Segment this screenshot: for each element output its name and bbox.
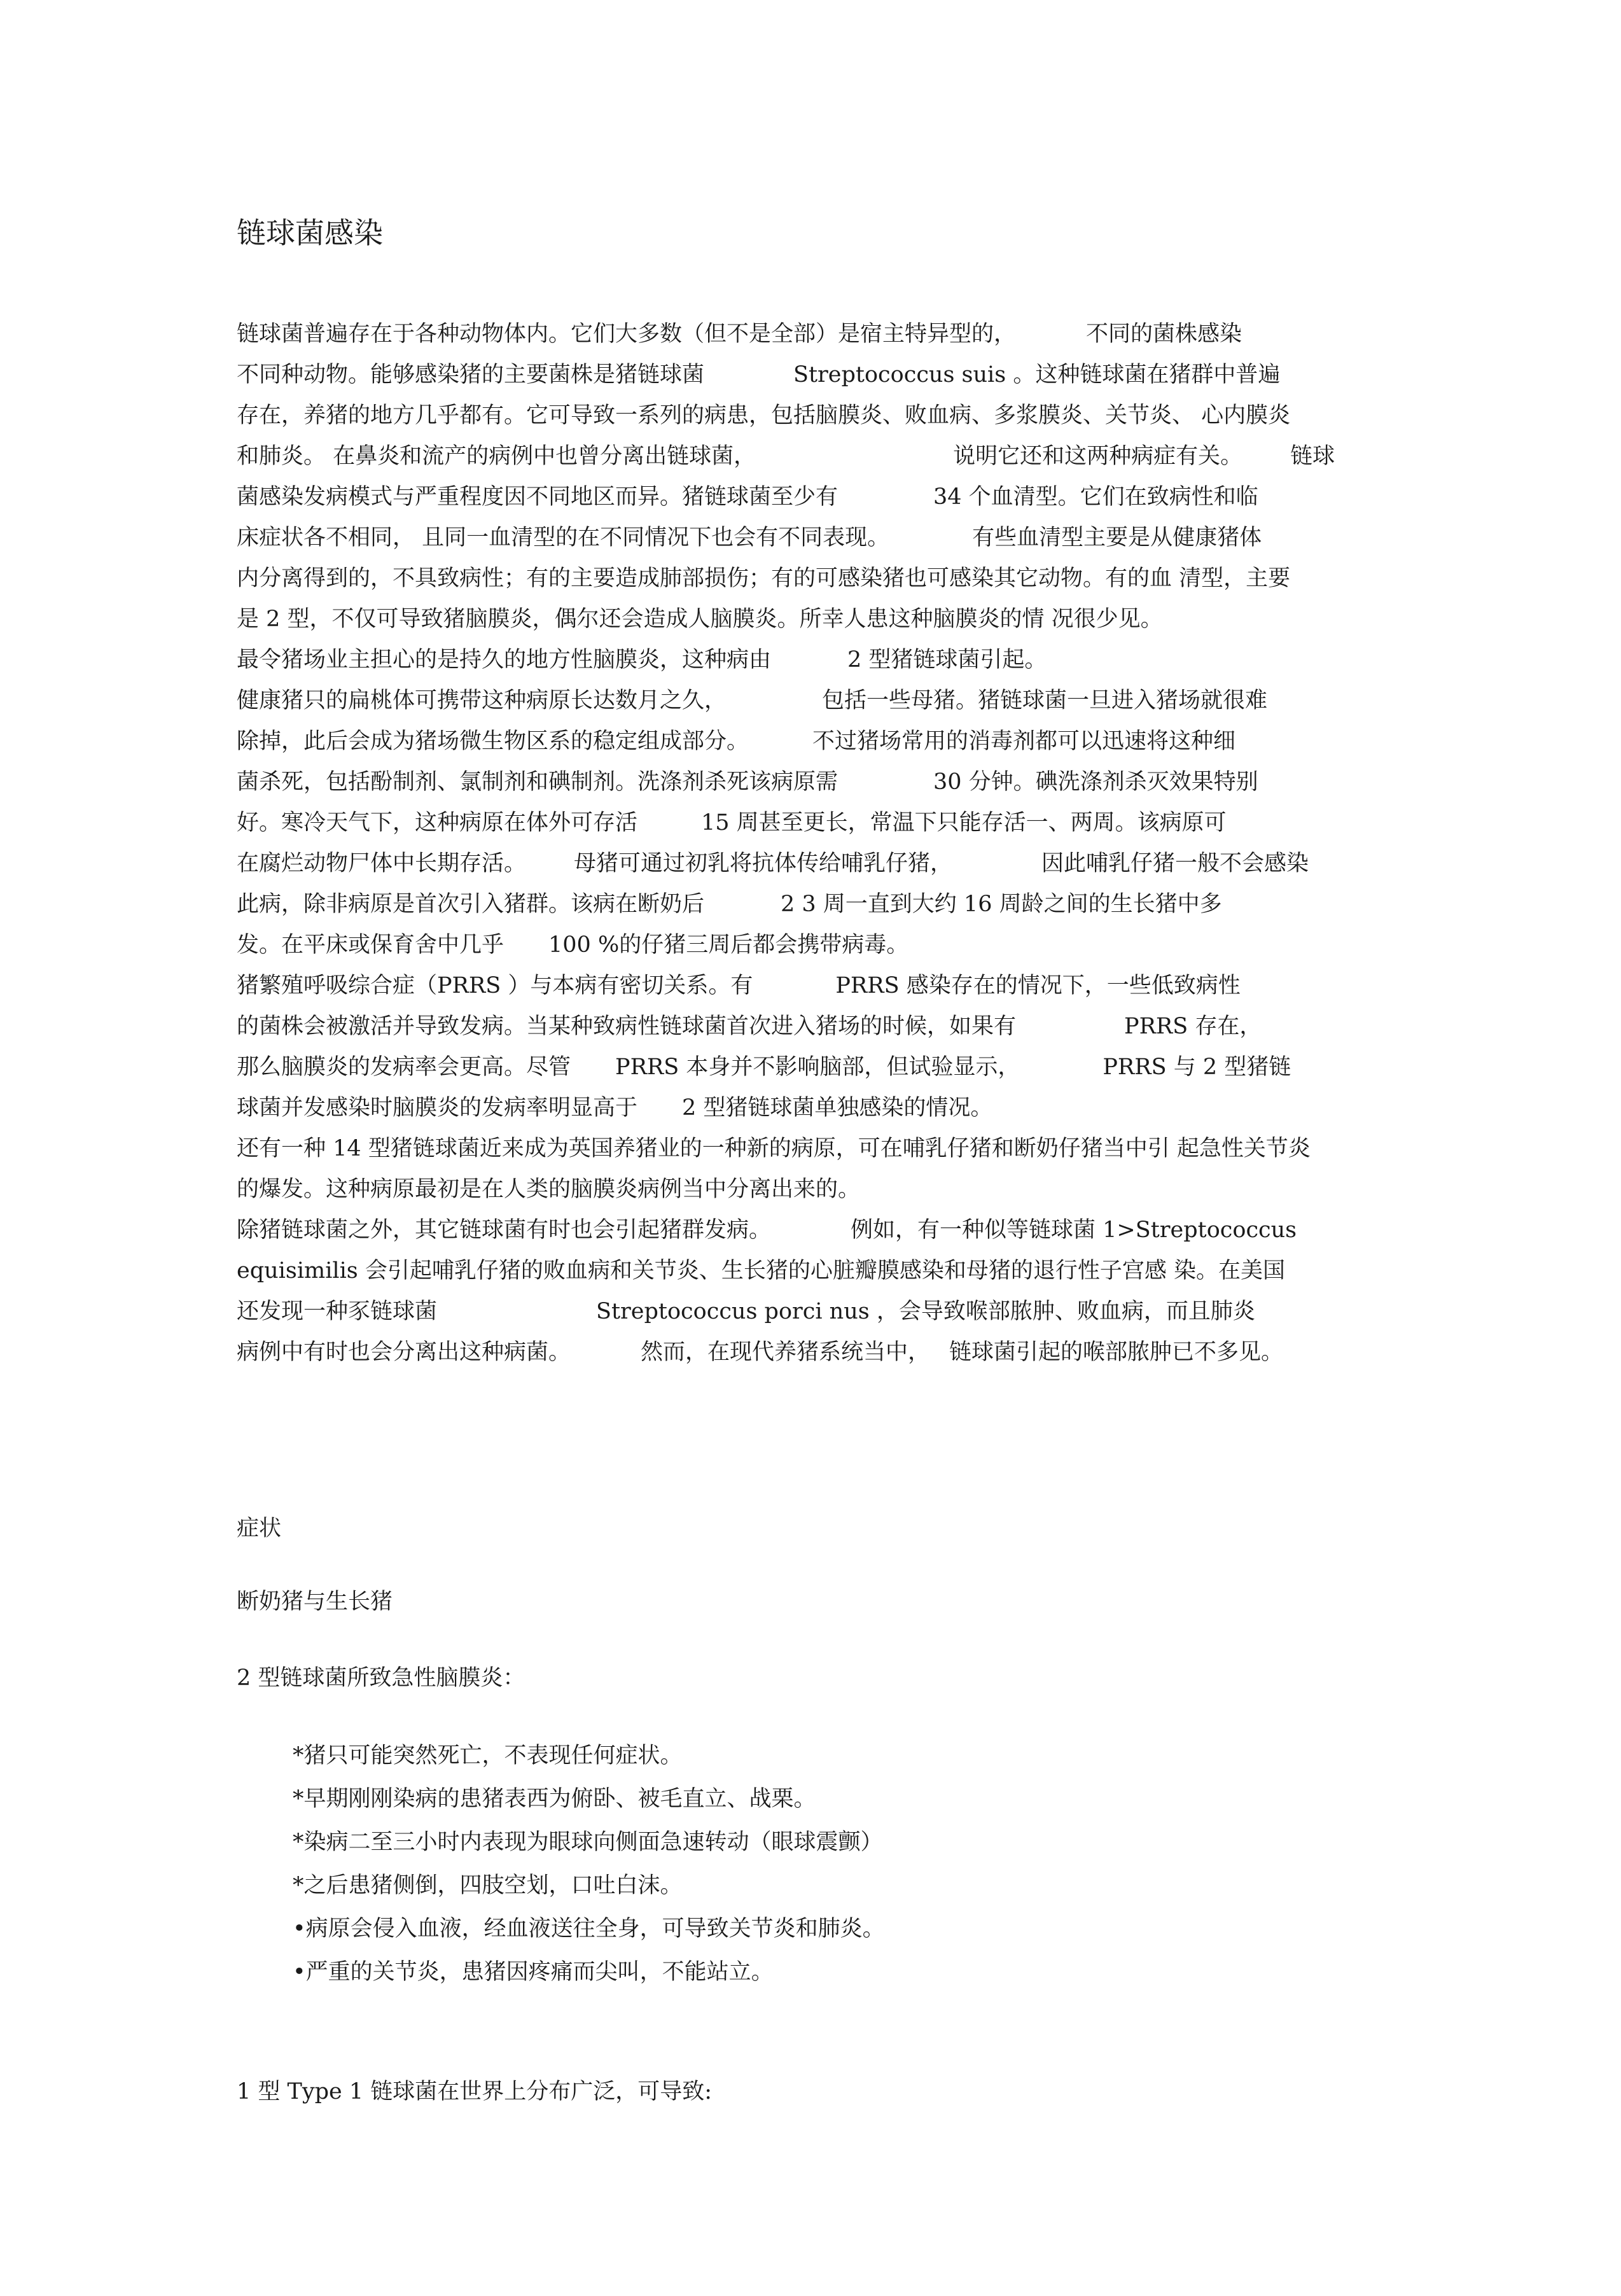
intro-line bbox=[237, 884, 1382, 925]
intro-line bbox=[237, 517, 1382, 558]
intro-line bbox=[237, 558, 1382, 599]
intro-text-segment: 因此哺乳仔猪一般不会感染 bbox=[1041, 851, 1309, 876]
intro-line bbox=[237, 1332, 1382, 1373]
intro-text-segment: 猪繁殖呼吸综合症（PRRS ）与本病有密切关系。有 bbox=[237, 973, 753, 998]
intro-text-segment: 除猪链球菌之外，其它链球菌有时也会引起猪群发病。 bbox=[237, 1217, 772, 1243]
intro-line bbox=[237, 802, 1382, 843]
symptom-bullet-item: *染病二至三小时内表现为眼球向侧面急速转动（眼球震颤） bbox=[293, 1830, 883, 1855]
intro-line bbox=[237, 1047, 1382, 1088]
intro-text-segment: 床症状各不相同， 且同一血清型的在不同情况下也会有不同表现。 bbox=[237, 525, 890, 550]
intro-text-segment: 此病，除非病原是首次引入猪群。该病在断奶后 bbox=[237, 892, 705, 917]
intro-text-segment: Streptococcus suis 。这种链球菌在猪群中普遍 bbox=[793, 362, 1281, 388]
intro-text-segment: 的菌株会被激活并导致发病。当某种致病性链球菌首次进入猪场的时候，如果有 bbox=[237, 1014, 1017, 1039]
heading-weaners-growers: 断奶猪与生长猪 bbox=[237, 1589, 393, 1614]
intro-text-segment: 内分离得到的，不具致病性；有的主要造成肺部损伤；有的可感染猪也可感染其它动物。有的血 清型，主要 bbox=[237, 566, 1291, 591]
intro-line bbox=[237, 477, 1382, 517]
intro-text-segment: 菌感染发病模式与严重程度因不同地区而异。猪链球菌至少有 bbox=[237, 484, 838, 510]
intro-line bbox=[237, 599, 1382, 640]
intro-text-segment: 100 %的仔猪三周后都会携带病毒。 bbox=[548, 932, 909, 958]
intro-line bbox=[237, 721, 1382, 762]
intro-text-segment: 是 2 型，不仅可导致猪脑膜炎，偶尔还会造成人脑膜炎。所幸人患这种脑膜炎的情 况很少见。 bbox=[237, 606, 1163, 632]
intro-text-segment: 然而，在现代养猪系统当中， bbox=[641, 1340, 931, 1365]
intro-text-segment: 在腐烂动物尸体中长期存活。 bbox=[237, 851, 527, 876]
intro-text-segment: Streptococcus porci nus ，会导致喉部脓肿、败血病，而且肺炎 bbox=[596, 1299, 1255, 1324]
heading-symptoms: 症状 bbox=[237, 1516, 282, 1541]
intro-text-segment: 球菌并发感染时脑膜炎的发病率明显高于 bbox=[237, 1095, 638, 1121]
intro-line bbox=[237, 395, 1382, 436]
intro-text-segment: 链球菌普遍存在于各种动物体内。它们大多数（但不是全部）是宿主特异型的， bbox=[237, 321, 1017, 347]
intro-text-segment: 30 分钟。碘洗涤剂杀灭效果特别 bbox=[933, 769, 1258, 795]
intro-line bbox=[237, 680, 1382, 721]
intro-line bbox=[237, 762, 1382, 802]
intro-text-segment: 2 型猪链球菌引起。 bbox=[847, 647, 1047, 673]
intro-text-segment: 病例中有时也会分离出这种病菌。 bbox=[237, 1340, 571, 1365]
intro-line bbox=[237, 640, 1382, 680]
intro-text-segment: PRRS 感染存在的情况下，一些低致病性 bbox=[835, 973, 1241, 998]
intro-text-segment: 和肺炎。 在鼻炎和流产的病例中也曾分离出链球菌， bbox=[237, 444, 756, 469]
intro-line bbox=[237, 1291, 1382, 1332]
intro-text-segment: PRRS 本身并不影响脑部，但试验显示， bbox=[615, 1054, 1020, 1080]
intro-text-segment: 母猪可通过初乳将抗体传给哺乳仔猪， bbox=[574, 851, 953, 876]
intro-text-segment: 例如，有一种似等链球菌 1>Streptococcus bbox=[851, 1217, 1297, 1243]
symptom-bullet-item: •病原会侵入血液，经血液送往全身，可导致关节炎和肺炎。 bbox=[293, 1916, 885, 1942]
intro-line bbox=[237, 354, 1382, 395]
intro-line bbox=[237, 1210, 1382, 1250]
intro-line bbox=[237, 925, 1382, 965]
intro-text-segment: 健康猪只的扁桃体可携带这种病原长达数月之久， bbox=[237, 688, 727, 713]
intro-line bbox=[237, 843, 1382, 884]
intro-text-segment: 2 3 周一直到大约 16 周龄之间的生长猪中多 bbox=[781, 892, 1222, 917]
symptom-bullet-item: *猪只可能突然死亡，不表现任何症状。 bbox=[293, 1743, 683, 1768]
intro-text-segment: 不过猪场常用的消毒剂都可以迅速将这种细 bbox=[812, 729, 1236, 754]
intro-text-segment: 好。寒冷天气下，这种病原在体外可存活 bbox=[237, 810, 638, 836]
intro-text-segment: 链球 bbox=[1290, 444, 1335, 469]
intro-line bbox=[237, 1169, 1382, 1210]
symptom-bullet-list bbox=[293, 1734, 885, 1994]
intro-text-segment: 链球菌引起的喉部脓肿已不多见。 bbox=[949, 1340, 1284, 1365]
intro-text-segment: 2 型猪链球菌单独感染的情况。 bbox=[682, 1095, 993, 1121]
document-title: 链球菌感染 bbox=[237, 216, 383, 250]
symptom-bullet-item: •严重的关节炎，患猪因疼痛而尖叫，不能站立。 bbox=[293, 1959, 774, 1985]
symptom-bullet-item: *之后患猪侧倒，四肢空划，口吐白沫。 bbox=[293, 1873, 683, 1898]
type1-line: 1 型 Type 1 链球菌在世界上分布广泛，可导致: bbox=[237, 2079, 713, 2104]
intro-line bbox=[237, 436, 1382, 477]
intro-line bbox=[237, 965, 1382, 1006]
intro-text-segment: 还发现一种豕链球菌 bbox=[237, 1299, 438, 1324]
intro-text-segment: 存在，养猪的地方几乎都有。它可导致一系列的病患，包括脑膜炎、败血病、多浆膜炎、关节炎、 心内膜炎 bbox=[237, 403, 1291, 428]
intro-line bbox=[237, 1250, 1382, 1291]
intro-line bbox=[237, 1088, 1382, 1128]
intro-line bbox=[237, 314, 1382, 354]
intro-text-segment: 最令猪场业主担心的是持久的地方性脑膜炎，这种病由 bbox=[237, 647, 772, 673]
intro-text-segment: 还有一种 14 型猪链球菌近来成为英国养猪业的一种新的病原，可在哺乳仔猪和断奶仔猪当中引 起急性关节炎 bbox=[237, 1136, 1311, 1161]
heading-type2-meningitis: 2 型链球菌所致急性脑膜炎： bbox=[237, 1665, 525, 1691]
symptom-bullet-item: *早期刚刚染病的患猪表西为俯卧、被毛直立、战栗。 bbox=[293, 1786, 816, 1812]
intro-text-segment: 菌杀死，包括酚制剂、氯制剂和碘制剂。洗涤剂杀死该病原需 bbox=[237, 769, 838, 795]
intro-text-segment: 不同的菌株感染 bbox=[1086, 321, 1242, 347]
intro-text-segment: 包括一些母猪。猪链球菌一旦进入猪场就很难 bbox=[822, 688, 1268, 713]
intro-text-segment: 除掉，此后会成为猪场微生物区系的稳定组成部分。 bbox=[237, 729, 749, 754]
intro-paragraph bbox=[237, 314, 1382, 1373]
intro-text-segment: 不同种动物。能够感染猪的主要菌株是猪链球菌 bbox=[237, 362, 705, 388]
intro-text-segment: 发。在平床或保育舍中几乎 bbox=[237, 932, 504, 958]
intro-text-segment: equisimilis 会引起哺乳仔猪的败血病和关节炎、生长猪的心脏瓣膜感染和母猪的退行性子宫感 染。在美国 bbox=[237, 1258, 1285, 1284]
intro-text-segment: 那么脑膜炎的发病率会更高。尽管 bbox=[237, 1054, 571, 1080]
intro-text-segment: 有些血清型主要是从健康猪体 bbox=[972, 525, 1262, 550]
intro-line bbox=[237, 1006, 1382, 1047]
intro-text-segment: PRRS 存在， bbox=[1124, 1014, 1262, 1039]
intro-text-segment: 34 个血清型。它们在致病性和临 bbox=[933, 484, 1258, 510]
intro-line bbox=[237, 1128, 1382, 1169]
intro-text-segment: 的爆发。这种病原最初是在人类的脑膜炎病例当中分离出来的。 bbox=[237, 1177, 861, 1202]
intro-text-segment: 说明它还和这两种病症有关。 bbox=[953, 444, 1243, 469]
intro-text-segment: PRRS 与 2 型猪链 bbox=[1103, 1054, 1291, 1080]
intro-text-segment: 15 周甚至更长，常温下只能存活一、两周。该病原可 bbox=[701, 810, 1227, 836]
